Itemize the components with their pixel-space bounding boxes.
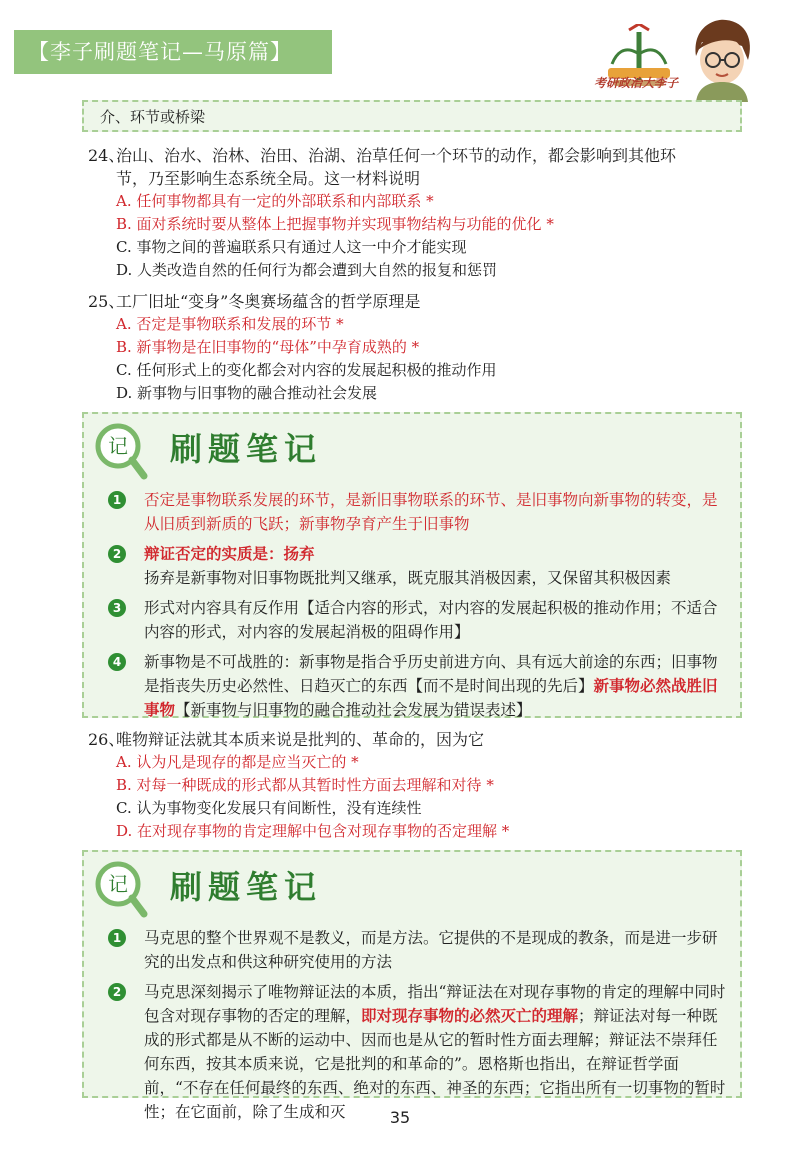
note-box-1	[82, 412, 742, 718]
question-24	[88, 144, 748, 282]
option-b: B. 对每一种既成的形式都从其暂时性方面去理解和对待 *	[116, 776, 494, 794]
avatar	[686, 16, 758, 102]
question-number: 26、	[88, 730, 125, 749]
note-item-2	[84, 980, 740, 1124]
note-text: ；辩证法对每一种既成的形式都是从不断的运动中、因而也是从它的暂时性方面去理解；辩证法不崇拜任何东西，按其本质来说，它是批判的和革命的”。恩格斯也指出，在辩证哲学面前，“不存在任何最终的东西、绝对的东西、神圣的东西；它指出所有一切事物的暂时性；在它面前，除了生成和灭	[144, 1007, 726, 1121]
question-text: 唯物辩证法就其本质来说是批判的、革命的，因为它	[116, 730, 485, 749]
question-stem	[88, 728, 748, 751]
option-a: A. 认为凡是现存的都是应当灭亡的 *	[116, 753, 359, 771]
question-number: 25、	[88, 292, 125, 311]
option-d: D. 人类改造自然的任何行为都会遭到大自然的报复和惩罚	[116, 261, 498, 279]
note-item-1	[84, 488, 740, 536]
note-text: 马克思的整个世界观不是教义，而是方法。它提供的不是现成的教条，而是进一步研究的出发点和供这种研究使用的方法	[144, 929, 718, 971]
bullet-2: 2	[108, 545, 126, 563]
bullet-4: 4	[108, 653, 126, 671]
question-25	[88, 290, 748, 405]
option-c: C. 事物之间的普遍联系只有通过人这一中介才能实现	[116, 238, 467, 256]
logo-text: 考研政治大李子	[593, 76, 678, 90]
question-26	[88, 728, 748, 843]
option-a: A. 任何事物都具有一定的外部联系和内部联系 *	[116, 192, 434, 210]
note-header	[84, 414, 740, 488]
note-item-2	[84, 542, 740, 590]
intro-box	[82, 100, 742, 132]
note-highlight: 即对现存事物的必然灭亡的理解	[361, 1006, 579, 1025]
note-text: 扬弃是新事物对旧事物既批判又继承，既克服其消极因素，又保留其积极因素	[144, 569, 672, 587]
note-text: 新事物是不可战胜的：新事物是指合乎历史前进方向、具有远大前途的东西；旧事物是指丧失历史必然性、日趋灭亡的东西【而不是时间出现的先后】	[144, 653, 718, 695]
note-item-1	[84, 926, 740, 974]
svg-text:记: 记	[108, 872, 128, 896]
note-highlight: 新事物必然战胜旧事物	[144, 676, 718, 719]
note-title: 刷题笔记	[170, 430, 323, 468]
question-text-cont: 节，乃至影响生态系统全局。这一材料说明	[116, 169, 421, 188]
option-c: C. 认为事物变化发展只有间断性，没有连续性	[116, 799, 422, 817]
bullet-1: 1	[108, 491, 126, 509]
note-text: 马克思深刻揭示了唯物辩证法的本质，指出“辩证法在对现存事物的肯定的理解中同时包含对现存事物的否定的理解，	[144, 983, 726, 1025]
question-stem	[88, 290, 748, 313]
question-number: 24、	[88, 146, 125, 165]
note-text: 否定是事物联系发展的环节，是新旧事物联系的环节、是旧事物向新事物的转变，是从旧质到新质的飞跃；新事物孕育产生于旧事物	[144, 491, 718, 533]
page-number: 35	[389, 1108, 411, 1127]
question-text: 工厂旧址“变身”冬奥赛场蕴含的哲学原理是	[116, 292, 421, 311]
banner-title: 【李子刷题笔记—马原篇】	[28, 40, 292, 64]
note-item-3	[84, 596, 740, 644]
note-text: 形式对内容具有反作用【适合内容的形式，对内容的发展起积极的推动作用；不适合内容的形式，对内容的发展起消极的阻碍作用】	[144, 599, 718, 641]
option-b: B. 新事物是在旧事物的“母体”中孕育成熟的 *	[116, 338, 420, 356]
option-d: D. 在对现存事物的肯定理解中包含对现存事物的否定理解 *	[116, 822, 510, 840]
magnifier-note-icon	[92, 420, 148, 480]
bullet-3: 3	[108, 599, 126, 617]
note-subtitle: 辩证否定的实质是：扬弃	[144, 544, 315, 563]
option-a: A. 否定是事物联系和发展的环节 *	[116, 315, 344, 333]
question-text: 治山、治水、治林、治田、治湖、治草任何一个环节的动作，都会影响到其他环	[116, 146, 677, 165]
option-b: B. 面对系统时要从整体上把握事物并实现事物结构与功能的优化 *	[116, 215, 554, 233]
magnifier-note-icon	[92, 858, 148, 918]
question-stem	[88, 144, 748, 167]
header-banner	[14, 30, 332, 74]
option-c: C. 任何形式上的变化都会对内容的发展起积极的推动作用	[116, 361, 497, 379]
note-text: 【新事物与旧事物的融合推动社会发展为错误表述】	[175, 701, 532, 719]
note-item-4	[84, 650, 740, 722]
note-title: 刷题笔记	[170, 868, 323, 906]
option-d: D. 新事物与旧事物的融合推动社会发展	[116, 384, 378, 402]
bullet-1: 1	[108, 929, 126, 947]
note-header	[84, 852, 740, 926]
intro-line: 介、环节或桥梁	[100, 108, 206, 126]
bullet-2: 2	[108, 983, 126, 1001]
svg-text:记: 记	[108, 434, 128, 458]
